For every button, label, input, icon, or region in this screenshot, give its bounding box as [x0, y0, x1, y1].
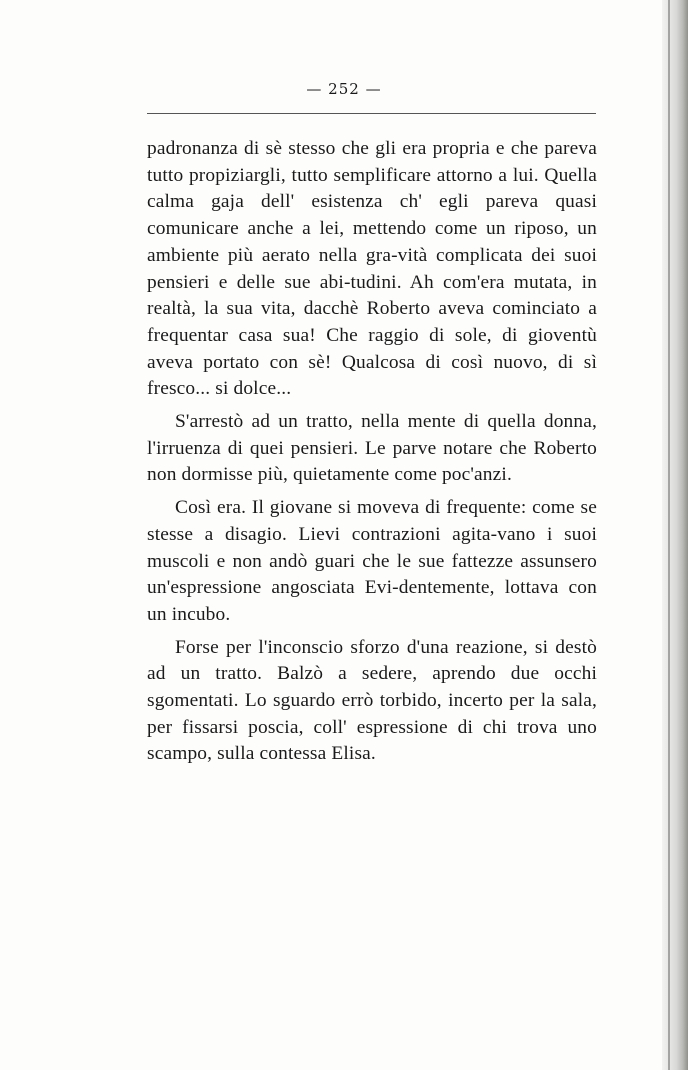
- page-edge-line: [668, 0, 670, 1070]
- paragraph-1: padronanza di sè stesso che gli era propria e che pareva tutto propiziargli, tutto semplificare attorno a lui. Quella calma gaja dell' esistenza ch' egli pareva quasi comunicare anche a lei, mettendo come un riposo, un ambiente più aerato nella gra-vità complicata dei suoi pensieri e delle sue abi-tudini. Ah com'era mutata, in realtà, la sua vita, dacchè Roberto aveva cominciato a frequentar casa sua! Che raggio di sole, di gioventù aveva portato con sè! Qualcosa di così nuovo, di sì fresco... si dolce...: [147, 138, 597, 400]
- paragraph-4: Forse per l'inconscio sforzo d'una reazione, si destò ad un tratto. Balzò a sedere, aprendo due occhi sgomentati. Lo sguardo errò torbido, incerto per la sala, per fissarsi poscia, coll' espressione di chi trova uno scampo, sulla contessa Elisa.: [147, 636, 597, 765]
- page-edge-shadow: [662, 0, 688, 1070]
- header-rule: [147, 113, 596, 114]
- page-number: — 252 —: [306, 80, 382, 98]
- body-text: [147, 136, 597, 768]
- paragraph-3: Così era. Il giovane si moveva di frequente: come se stesse a disagio. Lievi contrazioni agita-vano i suoi muscoli e non andò guari che le sue fattezze assunsero un'espressione angosciata Evi-dentemente, lottava con un incubo.: [147, 497, 597, 625]
- paragraph-2: S'arrestò ad un tratto, nella mente di quella donna, l'irruenza di quei pensieri. Le parve notare che Roberto non dormisse più, quietamente come poc'anzi.: [147, 411, 597, 486]
